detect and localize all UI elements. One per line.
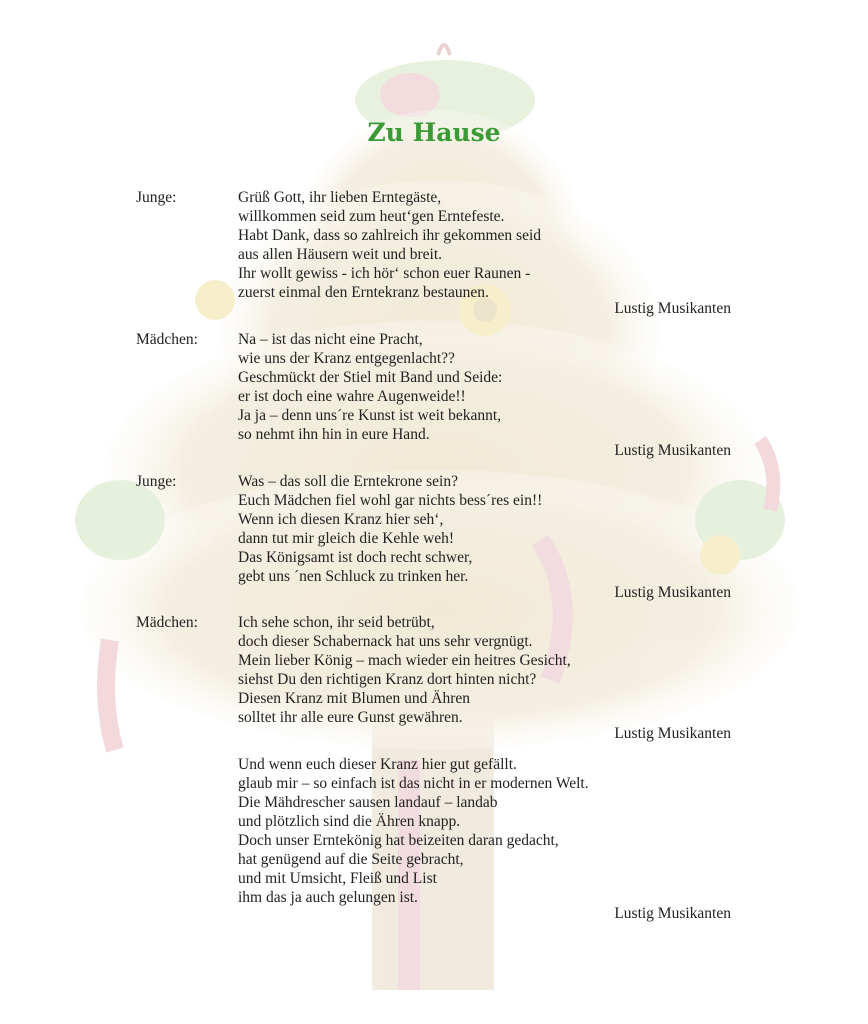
- verse-line: Und wenn euch dieser Kranz hier gut gefällt.: [238, 756, 517, 773]
- verse-line: Diesen Kranz mit Blumen und Ähren: [238, 690, 471, 707]
- verse-line: Geschmückt der Stiel mit Band und Seide:: [238, 369, 503, 386]
- verse-line: so nehmt ihn hin in eure Hand.: [238, 426, 430, 443]
- page-title: Zu Hause: [367, 118, 501, 147]
- verse-line: solltet ihr alle eure Gunst gewähren.: [238, 709, 463, 726]
- verse-line: glaub mir – so einfach ist das nicht in er modernen Welt.: [238, 775, 589, 792]
- speaker-label: Junge:: [136, 189, 177, 206]
- verse-line: gebt uns ´nen Schluck zu trinken her.: [238, 568, 469, 585]
- verse-block: [238, 755, 589, 907]
- refrain-label: Lustig Musikanten: [614, 442, 731, 459]
- verse-line: Ja ja – denn uns´re Kunst ist weit bekannt,: [238, 407, 502, 424]
- verse-block: [238, 472, 542, 586]
- verse-line: Doch unser Erntekönig hat beizeiten daran gedacht,: [238, 832, 559, 849]
- verse-line: Mein lieber König – mach wieder ein heitres Gesicht,: [238, 652, 571, 669]
- verse-line: er ist doch eine wahre Augenweide!!: [238, 388, 466, 405]
- verse-block: [238, 613, 571, 727]
- verse-line: hat genügend auf die Seite gebracht,: [238, 851, 464, 868]
- verse-line: zuerst einmal den Erntekranz bestaunen.: [238, 284, 489, 301]
- verse-line: und mit Umsicht, Fleiß und List: [238, 870, 437, 887]
- verse-line: Habt Dank, dass so zahlreich ihr gekommen seid: [238, 227, 542, 244]
- verse-line: willkommen seid zum heut‘gen Erntefeste.: [238, 208, 505, 225]
- verse-line: Die Mähdrescher sausen landauf – landab: [238, 794, 498, 811]
- refrain-label: Lustig Musikanten: [614, 300, 731, 317]
- speaker-label: Junge:: [136, 473, 177, 490]
- verse-block: [238, 188, 541, 302]
- refrain-label: Lustig Musikanten: [614, 725, 731, 742]
- verse-block: [238, 330, 502, 444]
- verse-line: Das Königsamt ist doch recht schwer,: [238, 549, 473, 566]
- verse-line: Grüß Gott, ihr lieben Erntegäste,: [238, 189, 442, 206]
- refrain-label: Lustig Musikanten: [614, 584, 731, 601]
- speaker-label: Mädchen:: [136, 614, 198, 631]
- verse-line: Euch Mädchen fiel wohl gar nichts bess´res ein!!: [238, 492, 543, 509]
- speaker-label: Mädchen:: [136, 331, 198, 348]
- verse-line: wie uns der Kranz entgegenlacht??: [238, 350, 455, 367]
- verse-line: Was – das soll die Erntekrone sein?: [238, 473, 458, 490]
- verse-line: aus allen Häusern weit und breit.: [238, 246, 443, 263]
- verse-line: Ihr wollt gewiss - ich hör‘ schon euer Raunen -: [238, 265, 531, 282]
- verse-line: Na – ist das nicht eine Pracht,: [238, 331, 423, 348]
- verse-line: doch dieser Schabernack hat uns sehr vergnügt.: [238, 633, 533, 650]
- verse-line: und plötzlich sind die Ähren knapp.: [238, 813, 461, 830]
- verse-line: siehst Du den richtigen Kranz dort hinten nicht?: [238, 671, 537, 688]
- verse-line: Ich sehe schon, ihr seid betrübt,: [238, 614, 435, 631]
- verse-line: dann tut mir gleich die Kehle weh!: [238, 530, 455, 547]
- refrain-label: Lustig Musikanten: [614, 905, 731, 922]
- verse-line: Wenn ich diesen Kranz hier seh‘,: [238, 511, 444, 528]
- verse-line: ihm das ja auch gelungen ist.: [238, 889, 418, 906]
